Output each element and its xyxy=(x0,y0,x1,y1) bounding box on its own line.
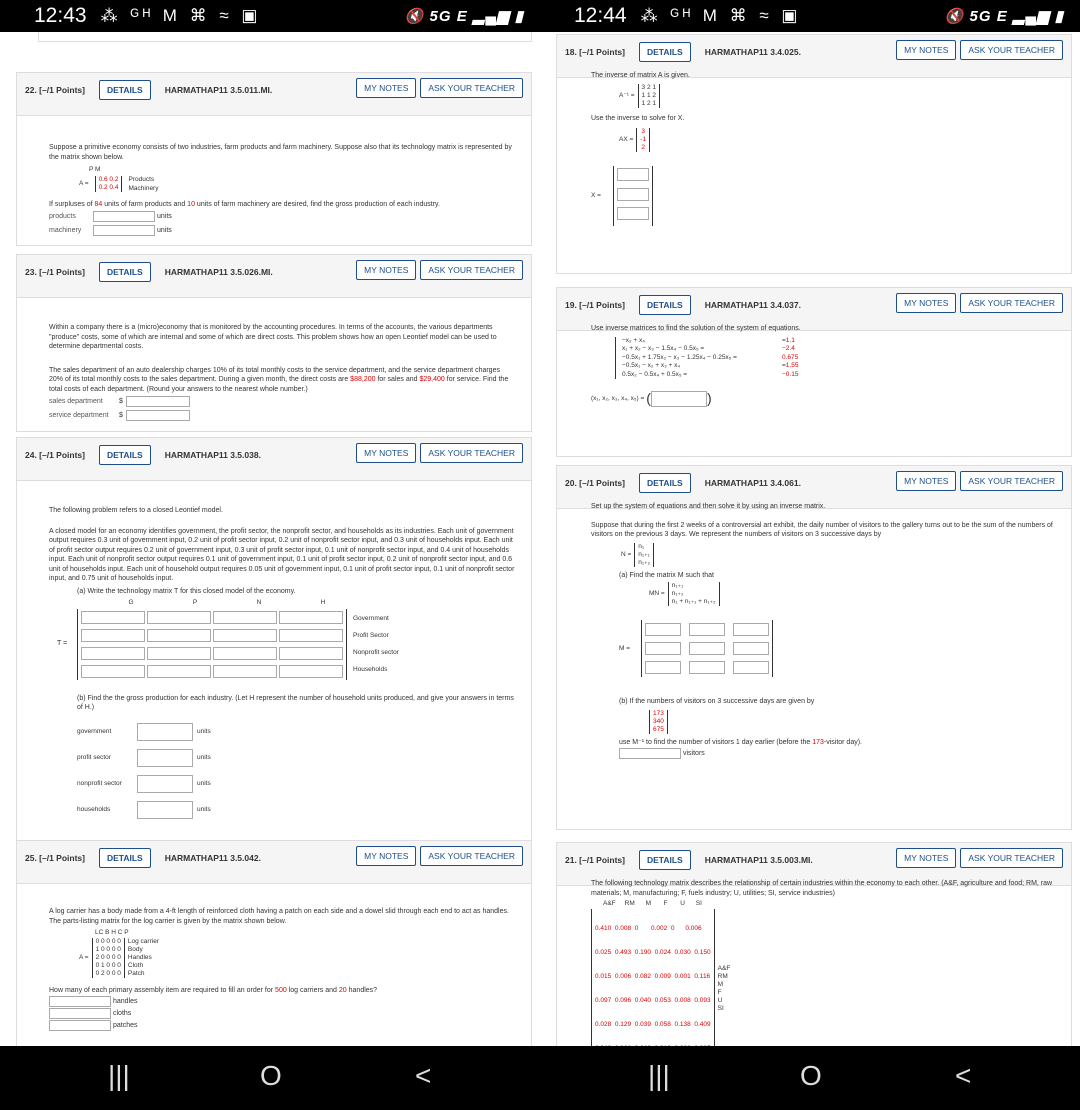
text: units of farm machinery are desired, find the gross production of each industry. xyxy=(196,200,440,208)
question-code: HARMATHAP11 3.4.025. xyxy=(704,47,801,57)
question-number: 21. [–/1 Points] xyxy=(565,855,625,865)
signal-battery-icons: 🔇 5G E ▂▄▆ ▮ xyxy=(404,8,524,25)
equation-system: −x₂ + x₄ = 1.1 x₁ + x₂ − x₃ − 1.5x₄ − 0.5x₅ = −2.4 −0.5x₁ + 1.75x₂ − x₃ − 1.25x₄ − 0.25x₅ = 0.675 −0.5x₁ − x₂ + x₃ + x₄ = 1.55 0.5x₂ − 0.5x₄ + 0.5x₅ = −0.15 xyxy=(615,337,1055,380)
part-a: (a) Find the matrix M such that xyxy=(619,571,714,579)
question-header xyxy=(565,473,801,493)
matrix-row: 1 1 2 xyxy=(641,91,657,99)
details-button[interactable]: DETAILS xyxy=(99,445,151,465)
question-header xyxy=(25,262,273,282)
question-text: A log carrier has a body made from a 4-ft length of reinforced cloth having a patch on each side and a dowel slid through each end to act as handles. The parts-listing matrix for the log carrier is given by the matrix shown below. xyxy=(49,908,509,925)
matrix-label: MN = xyxy=(649,590,665,598)
question-header-strip xyxy=(17,255,531,298)
matrix-row: 0.6 0.2 xyxy=(98,176,119,183)
matrix-label: T = xyxy=(57,640,68,648)
back-button[interactable]: < xyxy=(415,1060,432,1091)
column-head: G xyxy=(128,599,134,606)
unit-label: units xyxy=(157,226,172,234)
part-b: (b) If the numbers of visitors on 3 successive days are given by xyxy=(619,698,815,705)
question-number: 18. [–/1 Points] xyxy=(565,47,625,57)
matrix-M xyxy=(641,620,773,677)
row-label: RM xyxy=(717,972,728,980)
row-label: Patch xyxy=(127,969,145,977)
row-label: F xyxy=(717,988,722,996)
question-header-strip xyxy=(17,438,531,481)
question-text: The following technology matrix describes the relationship of certain industries within the economy to each other. (A&F, agriculture and food; RM, raw materials; M, manufacturing; F, fuels industry; U, utilities; SI, service industries) xyxy=(591,880,1053,897)
matrix-cell-input[interactable] xyxy=(81,611,145,624)
technology-matrix xyxy=(95,176,123,192)
question-code: HARMATHAP11 3.5.038. xyxy=(164,450,261,460)
matrix-cell-input[interactable] xyxy=(645,661,681,674)
value: 84 xyxy=(94,200,103,208)
matrix-label: AX = xyxy=(619,136,634,144)
row-label: Households xyxy=(353,666,388,673)
question-body xyxy=(591,879,1055,1046)
question-header xyxy=(565,295,801,315)
machinery-input[interactable] xyxy=(93,225,155,236)
question-header xyxy=(565,850,813,870)
matrix-cell-input[interactable] xyxy=(645,623,681,636)
matrix-label: X = xyxy=(591,192,601,199)
details-button[interactable]: DETAILS xyxy=(99,80,151,100)
row-label: Nonprofit sector xyxy=(353,649,399,656)
vector-entry: 340 xyxy=(653,717,664,725)
matrix-cell-input[interactable] xyxy=(279,611,343,624)
text: for sales and xyxy=(377,376,418,383)
equation-rhs: 1.1 xyxy=(785,336,795,344)
field-label: service department xyxy=(49,411,109,419)
matrix-row: 0 2 0 0 0 xyxy=(95,969,121,977)
currency-symbol: $ xyxy=(119,411,123,419)
currency-symbol: $ xyxy=(119,397,123,405)
matrix-row: 0.097 0.096 0.040 0.053 0.008 0.093 xyxy=(595,996,711,1004)
field-label: government xyxy=(77,727,112,735)
question-number: 20. [–/1 Points] xyxy=(565,478,625,488)
recent-apps-button[interactable]: ||| xyxy=(648,1060,670,1091)
matrix-cell-input[interactable] xyxy=(213,647,277,660)
matrix-row: 0.025 0.493 0.190 0.024 0.030 0.150 xyxy=(595,948,711,956)
my-notes-button[interactable]: MY NOTES xyxy=(356,443,416,463)
instruction xyxy=(619,738,1055,748)
patches-input[interactable] xyxy=(49,1020,111,1031)
matrix-row: 0.2 0.4 xyxy=(98,184,119,191)
matrix-row: 0.028 0.129 0.039 0.058 0.138 0.409 xyxy=(595,1020,711,1028)
my-notes-button[interactable]: MY NOTES xyxy=(896,471,956,491)
signal-battery-icons: 🔇 5G E ▂▄▆ ▮ xyxy=(944,8,1064,25)
vector-N xyxy=(634,543,654,567)
unit-label: units xyxy=(197,753,211,761)
matrix-column-heads: LC B H C P xyxy=(95,929,129,936)
matrix-cell-input[interactable] xyxy=(733,623,769,636)
matrix-cell-input[interactable] xyxy=(147,611,211,624)
visitors-input[interactable] xyxy=(619,748,681,759)
field-label: sales department xyxy=(49,397,103,405)
matrix-cell-input[interactable] xyxy=(279,665,343,678)
matrix-column-heads: P M xyxy=(89,166,101,173)
notification-icons: ⁂ ᴳᴴ M ⌘ ≈ ▣ xyxy=(100,6,262,25)
vector-entry: n₁₊₂ xyxy=(638,558,651,566)
my-notes-button[interactable]: MY NOTES xyxy=(356,260,416,280)
question-header xyxy=(25,80,272,100)
question-text: Use inverse matrices to find the solution of the system of equations. xyxy=(591,325,801,332)
parts-listing-matrix xyxy=(92,938,125,978)
value: 20 xyxy=(338,986,347,994)
inverse-matrix xyxy=(638,84,660,108)
question-code: HARMATHAP11 3.4.037. xyxy=(704,300,801,310)
question-number: 24. [–/1 Points] xyxy=(25,450,85,460)
text: use M⁻¹ to find the number of visitors 1 day earlier (before the xyxy=(619,738,811,746)
row-label: U xyxy=(717,996,723,1004)
vector-cell-input[interactable] xyxy=(617,188,649,201)
unit-label: handles xyxy=(113,997,138,1005)
matrix-row: 1 2 1 xyxy=(641,99,657,107)
details-button[interactable]: DETAILS xyxy=(639,42,691,62)
status-bar-right xyxy=(540,0,1080,32)
question-text: Set up the system of equations and then solve it by using an inverse matrix. xyxy=(591,503,826,510)
question-body xyxy=(49,907,515,1031)
row-label: SI xyxy=(717,1004,724,1012)
question-code: HARMATHAP11 3.4.061. xyxy=(704,478,801,488)
equation-lhs: −0.5x₁ − x₂ + x₃ + x₄ xyxy=(622,362,681,369)
equation-lhs: 0.5x₂ − 0.5x₄ + 0.5x₅ = xyxy=(622,370,688,378)
home-button[interactable]: O xyxy=(260,1060,282,1091)
question-25 xyxy=(16,840,532,1046)
matrix-label: M = xyxy=(619,644,631,652)
details-button[interactable]: DETAILS xyxy=(99,848,151,868)
sales-department-input[interactable] xyxy=(126,396,190,407)
vector-entry: n₁ + n₁₊₁ + n₁₊₂ xyxy=(671,598,716,605)
question-22 xyxy=(16,72,532,246)
question-number: 19. [–/1 Points] xyxy=(565,300,625,310)
ask-teacher-button[interactable]: ASK YOUR TEACHER xyxy=(960,471,1063,491)
value: 173 xyxy=(812,738,824,746)
unit-label: visitors xyxy=(683,749,705,757)
question-body xyxy=(49,143,515,236)
my-notes-button[interactable]: MY NOTES xyxy=(896,40,956,60)
row-label: Cloth xyxy=(127,961,144,969)
matrix-cell-input[interactable] xyxy=(645,642,681,655)
vector-entry: n₁₊₂ xyxy=(671,590,684,597)
details-button[interactable]: DETAILS xyxy=(639,473,691,493)
question-text: A closed model for an economy identifies government, the profit sector, the nonprofit sector, and households as its industries. Each unit of government output requires 0.3 unit of government input, 0.2 unit of profit sector input, 0.2 unit of nonprofit sector input, and 0.3 unit of households input. Each unit of profit sector output requires 0.2 unit of government input, 0.3 unit of profit sector input, 0.1 unit of nonprofit sector input, and 0.4 unit of households input. Each unit of nonprofit sector output requires 0.1 unit of government input, 0.1 unit of profit sector input, 0.2 unit of nonprofit sector input, and 0.6 unit of households input. Each unit of household output requires 0.05 unit of government input, 0.1 unit of profit sector input, 0.1 unit of nonprofit sector input, and 0.75 unit of households input. xyxy=(49,527,515,582)
matrix-label: A = xyxy=(79,953,89,961)
question-body xyxy=(591,502,1055,759)
question-code: HARMATHAP11 3.5.003.MI. xyxy=(704,855,813,865)
matrix-cell-input[interactable] xyxy=(81,647,145,660)
equation-rhs: 1.55 xyxy=(785,362,799,369)
solution-vector-X xyxy=(613,166,653,226)
nonprofit-sector-input[interactable] xyxy=(137,775,193,793)
products-input[interactable] xyxy=(93,211,155,222)
value: $88,200 xyxy=(350,376,376,383)
matrix-cell-input[interactable] xyxy=(733,661,769,674)
technology-matrix xyxy=(591,909,715,1047)
field-label: products xyxy=(49,212,76,220)
field-label: households xyxy=(77,805,111,813)
matrix-label: N = xyxy=(621,550,632,558)
question-code: HARMATHAP11 3.5.011.MI. xyxy=(164,85,273,95)
households-input[interactable] xyxy=(137,801,193,819)
vector-entry: 2 xyxy=(641,144,645,151)
question-19 xyxy=(556,287,1072,457)
vector-entry: n₁₊₁ xyxy=(671,582,684,589)
text: log carriers and xyxy=(288,986,337,994)
unit-label: units xyxy=(197,805,211,813)
vector-MN xyxy=(668,582,720,606)
question-text: Within a company there is a (micro)economy that is monitored by the accounting procedures. In terms of the accounts, the various departments "produce" costs, some of which are internal and some of which are direct costs. This problem shows how an open Leontief model can be used to determine departmental costs. xyxy=(49,324,497,350)
vector-entry: 3 xyxy=(641,128,645,135)
question-header-strip xyxy=(17,841,531,884)
vector-entry: 173 xyxy=(653,709,664,717)
matrix-row: 0 1 0 0 0 xyxy=(95,961,121,969)
text: units of farm products and xyxy=(104,200,186,208)
unit-label: patches xyxy=(113,1021,138,1029)
clock: 12:44 xyxy=(574,4,627,27)
row-label: Log carrier xyxy=(127,937,159,945)
row-label: Body xyxy=(127,945,143,953)
equation-lhs: −x₂ + x₄ xyxy=(622,336,645,344)
details-button[interactable]: DETAILS xyxy=(639,850,691,870)
equation-rhs: −2.4 xyxy=(782,345,795,352)
row-label: Machinery xyxy=(128,185,159,192)
home-button[interactable]: O xyxy=(800,1060,822,1091)
notification-icons: ⁂ ᴳᴴ M ⌘ ≈ ▣ xyxy=(640,6,802,25)
matrix-cell-input[interactable] xyxy=(81,629,145,642)
vector-cell-input[interactable] xyxy=(617,207,649,220)
part-b: (b) Find the the gross production for each industry. (Let H represent the number of household units produced, and give your answers in terms of H.) xyxy=(77,694,514,711)
my-notes-button[interactable]: MY NOTES xyxy=(356,78,416,98)
navigation-bar xyxy=(0,1046,1080,1110)
matrix-cell-input[interactable] xyxy=(147,665,211,678)
row-label: M xyxy=(717,980,724,988)
matrix-label: A = xyxy=(79,180,89,188)
question-prompt xyxy=(49,986,515,996)
vector-entry: n₁₊₁ xyxy=(638,550,650,558)
question-23 xyxy=(16,254,532,432)
matrix-row: 0.410 0.008 0 0.002 0 0.006 xyxy=(595,924,702,932)
text: for service. Find the total costs of each department. (Round your answers to the nearest whole number.) xyxy=(49,376,509,393)
equation-lhs: x₁ + x₂ − x₃ − 1.5x₄ − 0.5x₅ = xyxy=(622,345,705,352)
matrix-row: 1 0 0 0 0 xyxy=(95,945,121,953)
unit-label: units xyxy=(197,727,211,735)
unit-label: units xyxy=(197,779,211,787)
column-head: P xyxy=(192,599,198,606)
question-number: 25. [–/1 Points] xyxy=(25,853,85,863)
right-screen xyxy=(540,32,1080,1046)
back-button[interactable]: < xyxy=(955,1060,972,1091)
value: 500 xyxy=(275,986,287,994)
visitors-vector xyxy=(649,710,668,734)
question-header-strip xyxy=(17,73,531,116)
question-number: 22. [–/1 Points] xyxy=(25,85,85,95)
part-a: (a) Write the technology matrix T for this closed model of the economy. xyxy=(77,587,296,595)
text: The sales department of an auto dealership charges 10% of its total monthly costs to the service department, and the service department charges 20% of its total monthly costs to the sales department. During a given month, the direct costs are xyxy=(49,366,500,383)
matrix-cell-input[interactable] xyxy=(279,647,343,660)
matrix-cell-input[interactable] xyxy=(689,661,725,674)
row-label: A&F xyxy=(717,964,731,972)
unit-label: units xyxy=(157,212,172,220)
question-body xyxy=(591,71,1055,226)
vector-entry: n₁ xyxy=(638,542,645,550)
question-intro: The following problem refers to a closed Leontief model. xyxy=(49,507,223,514)
vector-b xyxy=(636,128,650,152)
handles-input[interactable] xyxy=(49,996,111,1007)
ask-teacher-button[interactable]: ASK YOUR TEACHER xyxy=(420,846,523,866)
matrix-row: 2 0 0 0 0 xyxy=(95,953,121,961)
matrix-column-heads: A&F RM M F U SI xyxy=(603,900,702,907)
my-notes-button[interactable]: MY NOTES xyxy=(896,848,956,868)
question-body xyxy=(49,323,515,421)
matrix-row: 0.015 0.006 0.082 0.009 0.001 0.116 xyxy=(595,972,711,980)
recent-apps-button[interactable]: ||| xyxy=(108,1060,130,1091)
value: 10 xyxy=(187,200,195,208)
value: $29,400 xyxy=(419,376,445,383)
column-head: H xyxy=(320,599,326,606)
question-text: Suppose a primitive economy consists of two industries, farm products and farm machinery. Suppose also that its technology matrix is represented by the matrix shown below. xyxy=(49,144,512,161)
vector-cell-input[interactable] xyxy=(617,168,649,181)
question-21 xyxy=(556,842,1072,1046)
matrix-row: 3 2 1 xyxy=(641,83,657,91)
text: handles? xyxy=(348,986,378,994)
status-bar-left xyxy=(0,0,540,32)
details-button[interactable]: DETAILS xyxy=(639,295,691,315)
equation-lhs: −0.5x₁ + 1.75x₂ − x₃ − 1.25x₄ − 0.25x₅ = xyxy=(622,353,737,361)
question-code: HARMATHAP11 3.5.026.MI. xyxy=(164,267,273,277)
government-input[interactable] xyxy=(137,723,193,741)
field-label: profit sector xyxy=(77,753,111,761)
column-head: N xyxy=(256,599,262,606)
matrix-label: A⁻¹ = xyxy=(619,91,635,99)
matrix-cell-input[interactable] xyxy=(147,629,211,642)
ask-teacher-button[interactable]: ASK YOUR TEACHER xyxy=(420,260,523,280)
question-header xyxy=(25,848,261,868)
my-notes-button[interactable]: MY NOTES xyxy=(896,293,956,313)
text: If surpluses of xyxy=(49,200,93,208)
question-18 xyxy=(556,34,1072,274)
question-body: Use inverse matrices to find the solution of the system of equations. −x₂ + x₄ = 1.1 x₁ + x₂ − x₃ − 1.5x₄ − 0.5x₅ = −2.4 −0.5x₁ + 1.75x₂ − x₃ − 1.25x₄ − 0.25x₅ = 0.675 −0.5x₁ − x₂ + x₃ + x₄ = 1.55 0.5x₂ − 0.5x₄ + 0.5x₅ = −0.15 (x₁, x₂, x₃, x₄, x₅) = ( ) xyxy=(591,324,1055,407)
ask-teacher-button[interactable]: ASK YOUR TEACHER xyxy=(960,848,1063,868)
matrix-cell-input[interactable] xyxy=(213,665,277,678)
matrix-cell-input[interactable] xyxy=(147,647,211,660)
equation-rhs: 0.675 xyxy=(782,353,799,361)
vector-entry: -1 xyxy=(640,136,647,143)
question-header xyxy=(25,445,261,465)
question-text: The inverse of matrix A is given. xyxy=(591,72,690,79)
question-20 xyxy=(556,465,1072,830)
ask-teacher-button[interactable]: ASK YOUR TEACHER xyxy=(420,78,523,98)
matrix-cell-input[interactable] xyxy=(279,629,343,642)
text: -visitor day). xyxy=(823,738,862,746)
question-code: HARMATHAP11 3.5.042. xyxy=(164,853,261,863)
question-body xyxy=(49,506,515,823)
instruction: Use the inverse to solve for X. xyxy=(591,114,685,122)
row-label: Products xyxy=(128,175,155,183)
ask-teacher-button[interactable]: ASK YOUR TEACHER xyxy=(420,443,523,463)
profit-sector-input[interactable] xyxy=(137,749,193,767)
service-department-input[interactable] xyxy=(126,410,190,421)
field-label: nonprofit sector xyxy=(77,779,122,787)
solution-tuple-input[interactable] xyxy=(651,391,707,407)
row-label: Profit Sector xyxy=(353,632,389,639)
ask-teacher-button[interactable]: ASK YOUR TEACHER xyxy=(960,40,1063,60)
field-label: machinery xyxy=(49,226,82,234)
row-label: Government xyxy=(353,615,389,622)
matrix-cell-input[interactable] xyxy=(213,629,277,642)
my-notes-button[interactable]: MY NOTES xyxy=(356,846,416,866)
tuple-label: (x₁, x₂, x₃, x₄, x₅) = xyxy=(591,395,645,403)
matrix-cell-input[interactable] xyxy=(689,623,725,636)
vector-entry: 675 xyxy=(653,725,664,733)
row-label: Handles xyxy=(127,953,152,961)
question-prompt xyxy=(49,200,515,210)
question-number: 23. [–/1 Points] xyxy=(25,267,85,277)
technology-matrix-T xyxy=(77,609,347,680)
question-text: Suppose that during the first 2 weeks of a controversial art exhibit, the daily number of visitors to the gallery turns out to be the sum of the numbers of visitors on the previous 3 days. We represent the numbers of visitors on 3 successive days by xyxy=(591,521,1053,538)
unit-label: cloths xyxy=(113,1009,132,1017)
left-screen xyxy=(0,32,540,1046)
question-text xyxy=(49,366,515,395)
ask-teacher-button[interactable]: ASK YOUR TEACHER xyxy=(960,293,1063,313)
clock: 12:43 xyxy=(34,4,87,27)
text: How many of each primary assembly item are required to fill an order for xyxy=(49,986,274,994)
question-24 xyxy=(16,437,532,842)
matrix-cell-input[interactable] xyxy=(81,665,145,678)
previous-question-card xyxy=(38,32,532,42)
question-header xyxy=(565,42,801,62)
details-button[interactable]: DETAILS xyxy=(99,262,151,282)
equation-rhs: −0.15 xyxy=(782,370,799,378)
matrix-cell-input[interactable] xyxy=(213,611,277,624)
matrix-cell-input[interactable] xyxy=(733,642,769,655)
matrix-row: 0 0 0 0 0 xyxy=(95,937,121,945)
cloths-input[interactable] xyxy=(49,1008,111,1019)
matrix-cell-input[interactable] xyxy=(689,642,725,655)
